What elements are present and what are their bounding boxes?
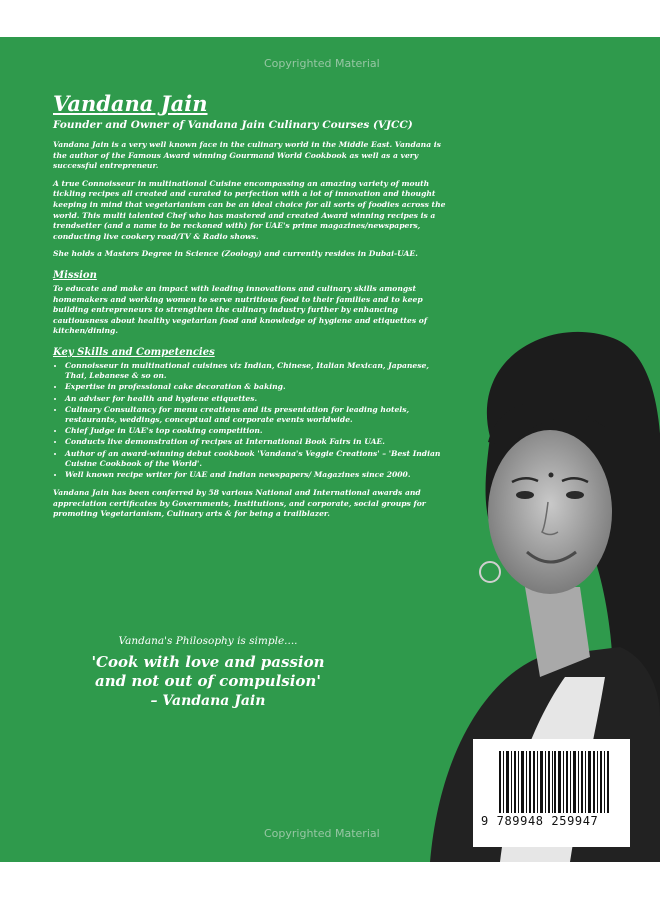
skill-item: • Connoisseur in multinational cuisines viz Indian, Chinese, Italian Mexican, Japanese, Thai, Lebanese & so on.	[65, 361, 453, 381]
philosophy-intro: Vandana's Philosophy is simple....	[118, 635, 298, 647]
skill-item: • Well known recipe writer for UAE and Indian newspapers/ Magazines since 2000.	[65, 470, 453, 480]
bio-section	[53, 92, 453, 527]
skill-item: • Chief Judge in UAE's top cooking competition.	[65, 426, 453, 436]
mission-text: To educate and make an impact with leading innovations and culinary skills amongst homemakers and working women to serve nutritious food to their families and to keep building entrepreneurs to strengthen the culinary industry further by enhancing cautiousness about healthy vegetarian food and knowledge of hygiene and etiquettes of kitchen/dining.	[53, 283, 428, 336]
philosophy-author: – Vandana Jain	[150, 693, 266, 709]
skill-item: • An adviser for health and hygiene etiquettes.	[65, 394, 453, 404]
skill-item: • Author of an award-winning debut cookbook 'Vandana's Veggie Creations' – 'Best Indian Cuisine Cookbook of the World'.	[65, 449, 453, 469]
barcode-bars	[499, 751, 609, 813]
mission-title: Mission	[53, 269, 97, 281]
isbn-barcode	[473, 739, 630, 847]
author-name: Vandana Jain	[53, 91, 208, 116]
back-cover	[0, 37, 660, 862]
bio-paragraph-2: A true Connoisseur in multinational Cuisine encompassing an amazing variety of mouth tickling recipes all created and curated to perfection with a lot of innovation and thought keeping in mind that vegetarianism can be an ideal choice for all sorts of foodies across the world. This multi talented Chef who has mastered and created Award winning recipes is a trendsetter (and a name to be reckoned with) for UAE's prime magazines/newspapers, conducting live cookery road/TV & Radio shows.	[53, 178, 446, 241]
philosophy-quote-line-1: 'Cook with love and passion	[91, 653, 325, 671]
philosophy-quote-line-2: and not out of compulsion'	[95, 672, 321, 690]
skills-title: Key Skills and Competencies	[53, 346, 215, 358]
bio-paragraph-3: She holds a Masters Degree in Science (Zoology) and currently resides in Dubai-UAE.	[53, 249, 418, 259]
watermark-top: Copyrighted Material	[264, 57, 380, 70]
isbn-number: 9 789948 259947	[481, 814, 599, 828]
bio-paragraph-1: Vandana Jain is a very well known face in the culinary world in the Middle East. Vandana is the author of the Famous Award winning Gourmand World Cookbook as well as a very successful entrepreneur.	[53, 140, 441, 171]
skill-item: • Culinary Consultancy for menu creations and its presentation for leading hotels, restaurants, weddings, conceptual and corporate events worldwide.	[65, 405, 453, 425]
author-subtitle: Founder and Owner of Vandana Jain Culinary Courses (VJCC)	[53, 119, 413, 131]
philosophy-block	[53, 635, 363, 709]
skill-item: • Conducts live demonstration of recipes at International Book Fairs in UAE.	[65, 437, 453, 447]
skill-item: • Expertise in professional cake decoration & baking.	[65, 382, 453, 392]
watermark-bottom: Copyrighted Material	[264, 827, 380, 840]
awards-text: Vandana Jain has been conferred by 58 various National and International awards and appreciation certificates by Governments, Institutions, and corporate, social groups for promoting Vegetarianism, Culinary arts & for being a trailblazer.	[53, 488, 426, 519]
skills-list	[53, 361, 453, 480]
